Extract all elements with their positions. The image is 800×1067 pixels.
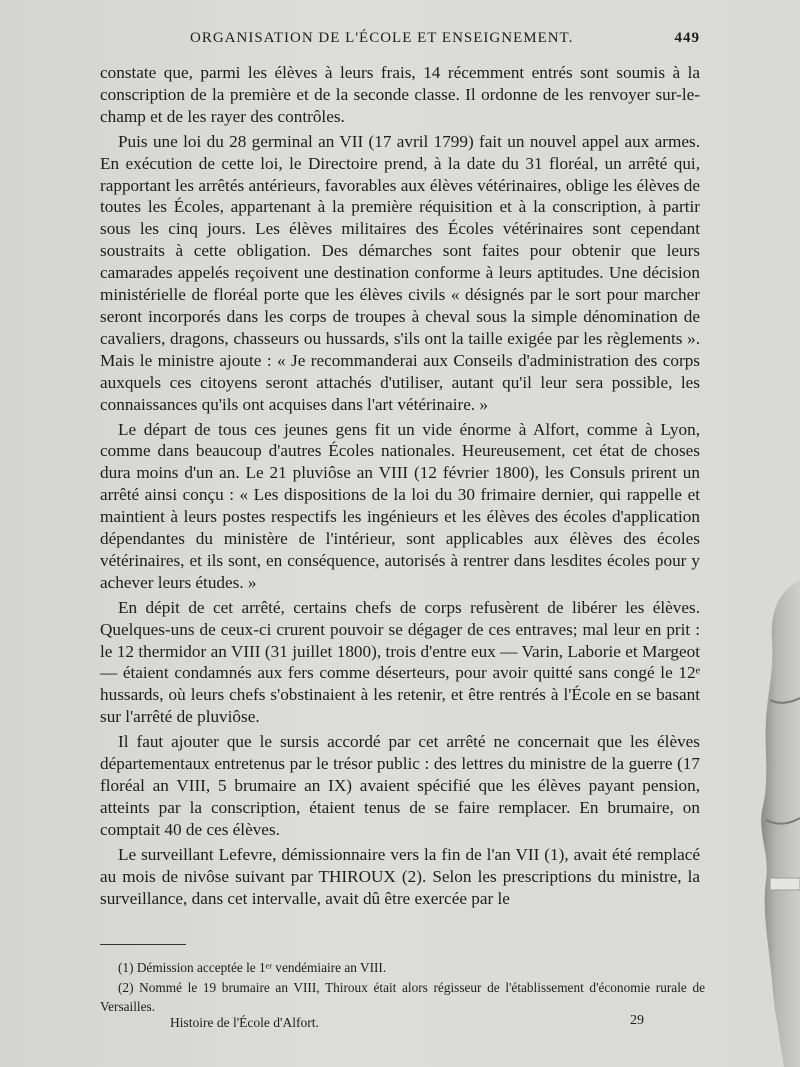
paragraph-4: En dépit de cet arrêté, certains chefs de corps refusèrent de libérer les élèves. Quelques-uns de ceux-ci crurent pouvoir se dégager de ces entraves; mal leur en prit : le 12 thermidor an VIII (31 juillet 1800), trois d'entre eux — Varin, Laborie et Margeot — étaient condamnés aux fers comme déserteurs, pour avoir quitté sans congé le 12ᵉ hussards, où leurs chefs s'obstinaient à les retenir, et être rentrés à l'École en se basant sur l'arrêté de pluviôse. bbox=[100, 597, 700, 727]
paragraph-2: Puis une loi du 28 germinal an VII (17 avril 1799) fait un nouvel appel aux armes. En exécution de cette loi, le Directoire prend, à la date du 31 floréal, un arrêté qui, rapportant les arrêtés antérieurs, favorables aux élèves vétérinaires, oblige les élèves de toutes les Écoles, appartenant à la première réquisition et à la conscription, à partir sous les cinq jours. Les élèves militaires des Écoles vétérinaires sont cependant soustraits à cette obligation. Des démarches sont faites pour obtenir que leurs camarades appelés reçoivent une destination conforme à leurs aptitudes. Une décision ministérielle de floréal porte que les élèves civils « désignés par le sort pour marcher seront incorporés dans les corps de troupes à cheval sous la simple dénomination de cavaliers, dragons, chasseurs ou hussards, s'ils ont la taille exigée par les règlements ». Mais le ministre ajoute : « Je recommanderai aux Conseils d'administration des corps auxquels ces citoyens seront attachés d'utiliser, autant qu'il leur sera possible, les connaissances qu'ils ont acquises dans l'art vétérinaire. » bbox=[100, 131, 700, 414]
paragraph-1: constate que, parmi les élèves à leurs frais, 14 récemment entrés sont soumis à la conscription de la première et de la seconde classe. Il ordonne de les renvoyer sur-le-champ et de les rayer des contrôles. bbox=[100, 63, 700, 126]
page-number: 449 bbox=[674, 30, 700, 46]
paragraph-6: Le surveillant Lefevre, démissionnaire vers la fin de l'an VII (1), avait été remplacé au mois de nivôse suivant par THIROUX (2). Selon les prescriptions du ministre, la surveillance, dans cet intervalle, avait dû être exercée par le bbox=[100, 844, 700, 908]
footnotes bbox=[100, 958, 705, 1017]
sheet-number: 29 bbox=[630, 1013, 644, 1028]
footnote-rule bbox=[100, 944, 186, 945]
paragraph-3: Le départ de tous ces jeunes gens fit un vide énorme à Alfort, comme à Lyon, comme dans beaucoup d'autres Écoles nationales. Heureusement, cet état de choses dura moins d'un an. Le 21 pluviôse an VIII (12 février 1800), les Consuls prirent un arrêté ainsi conçu : « Les dispositions de la loi du 30 frimaire dernier, qui rappelle et maintient à leurs postes respectifs les ingénieurs et les élèves des écoles d'application dépendantes du ministère de l'intérieur, sont applicables aux élèves des écoles vétérinaires, et ils sont, en conséquence, autorisés à rentrer dans lesdites écoles pour y achever leurs études. » bbox=[100, 419, 700, 592]
running-head-title: ORGANISATION DE L'ÉCOLE ET ENSEIGNEMENT. bbox=[190, 30, 574, 46]
footnote-2: (2) Nommé le 19 brumaire an VIII, Thiroux était alors régisseur de l'établissement d'économie rurale de Versailles. bbox=[100, 979, 705, 1014]
footnote-1: (1) Démission acceptée le 1ᵉʳ vendémiaire an VIII. bbox=[118, 960, 387, 975]
body-text bbox=[100, 62, 700, 909]
hand-photo bbox=[740, 580, 800, 1067]
signature-title: Histoire de l'École d'Alfort. bbox=[170, 1015, 319, 1030]
paragraph-5: Il faut ajouter que le sursis accordé par cet arrêté ne concernait que les élèves départementaux entretenus par le trésor public : des lettres du ministre de la guerre (17 floréal an VIII, 5 brumaire an IX) avaient spécifié que les élèves payant pension, atteints par la conscription, étaient tenus de se faire remplacer. En brumaire, on comptait 40 de ces élèves. bbox=[100, 732, 700, 839]
